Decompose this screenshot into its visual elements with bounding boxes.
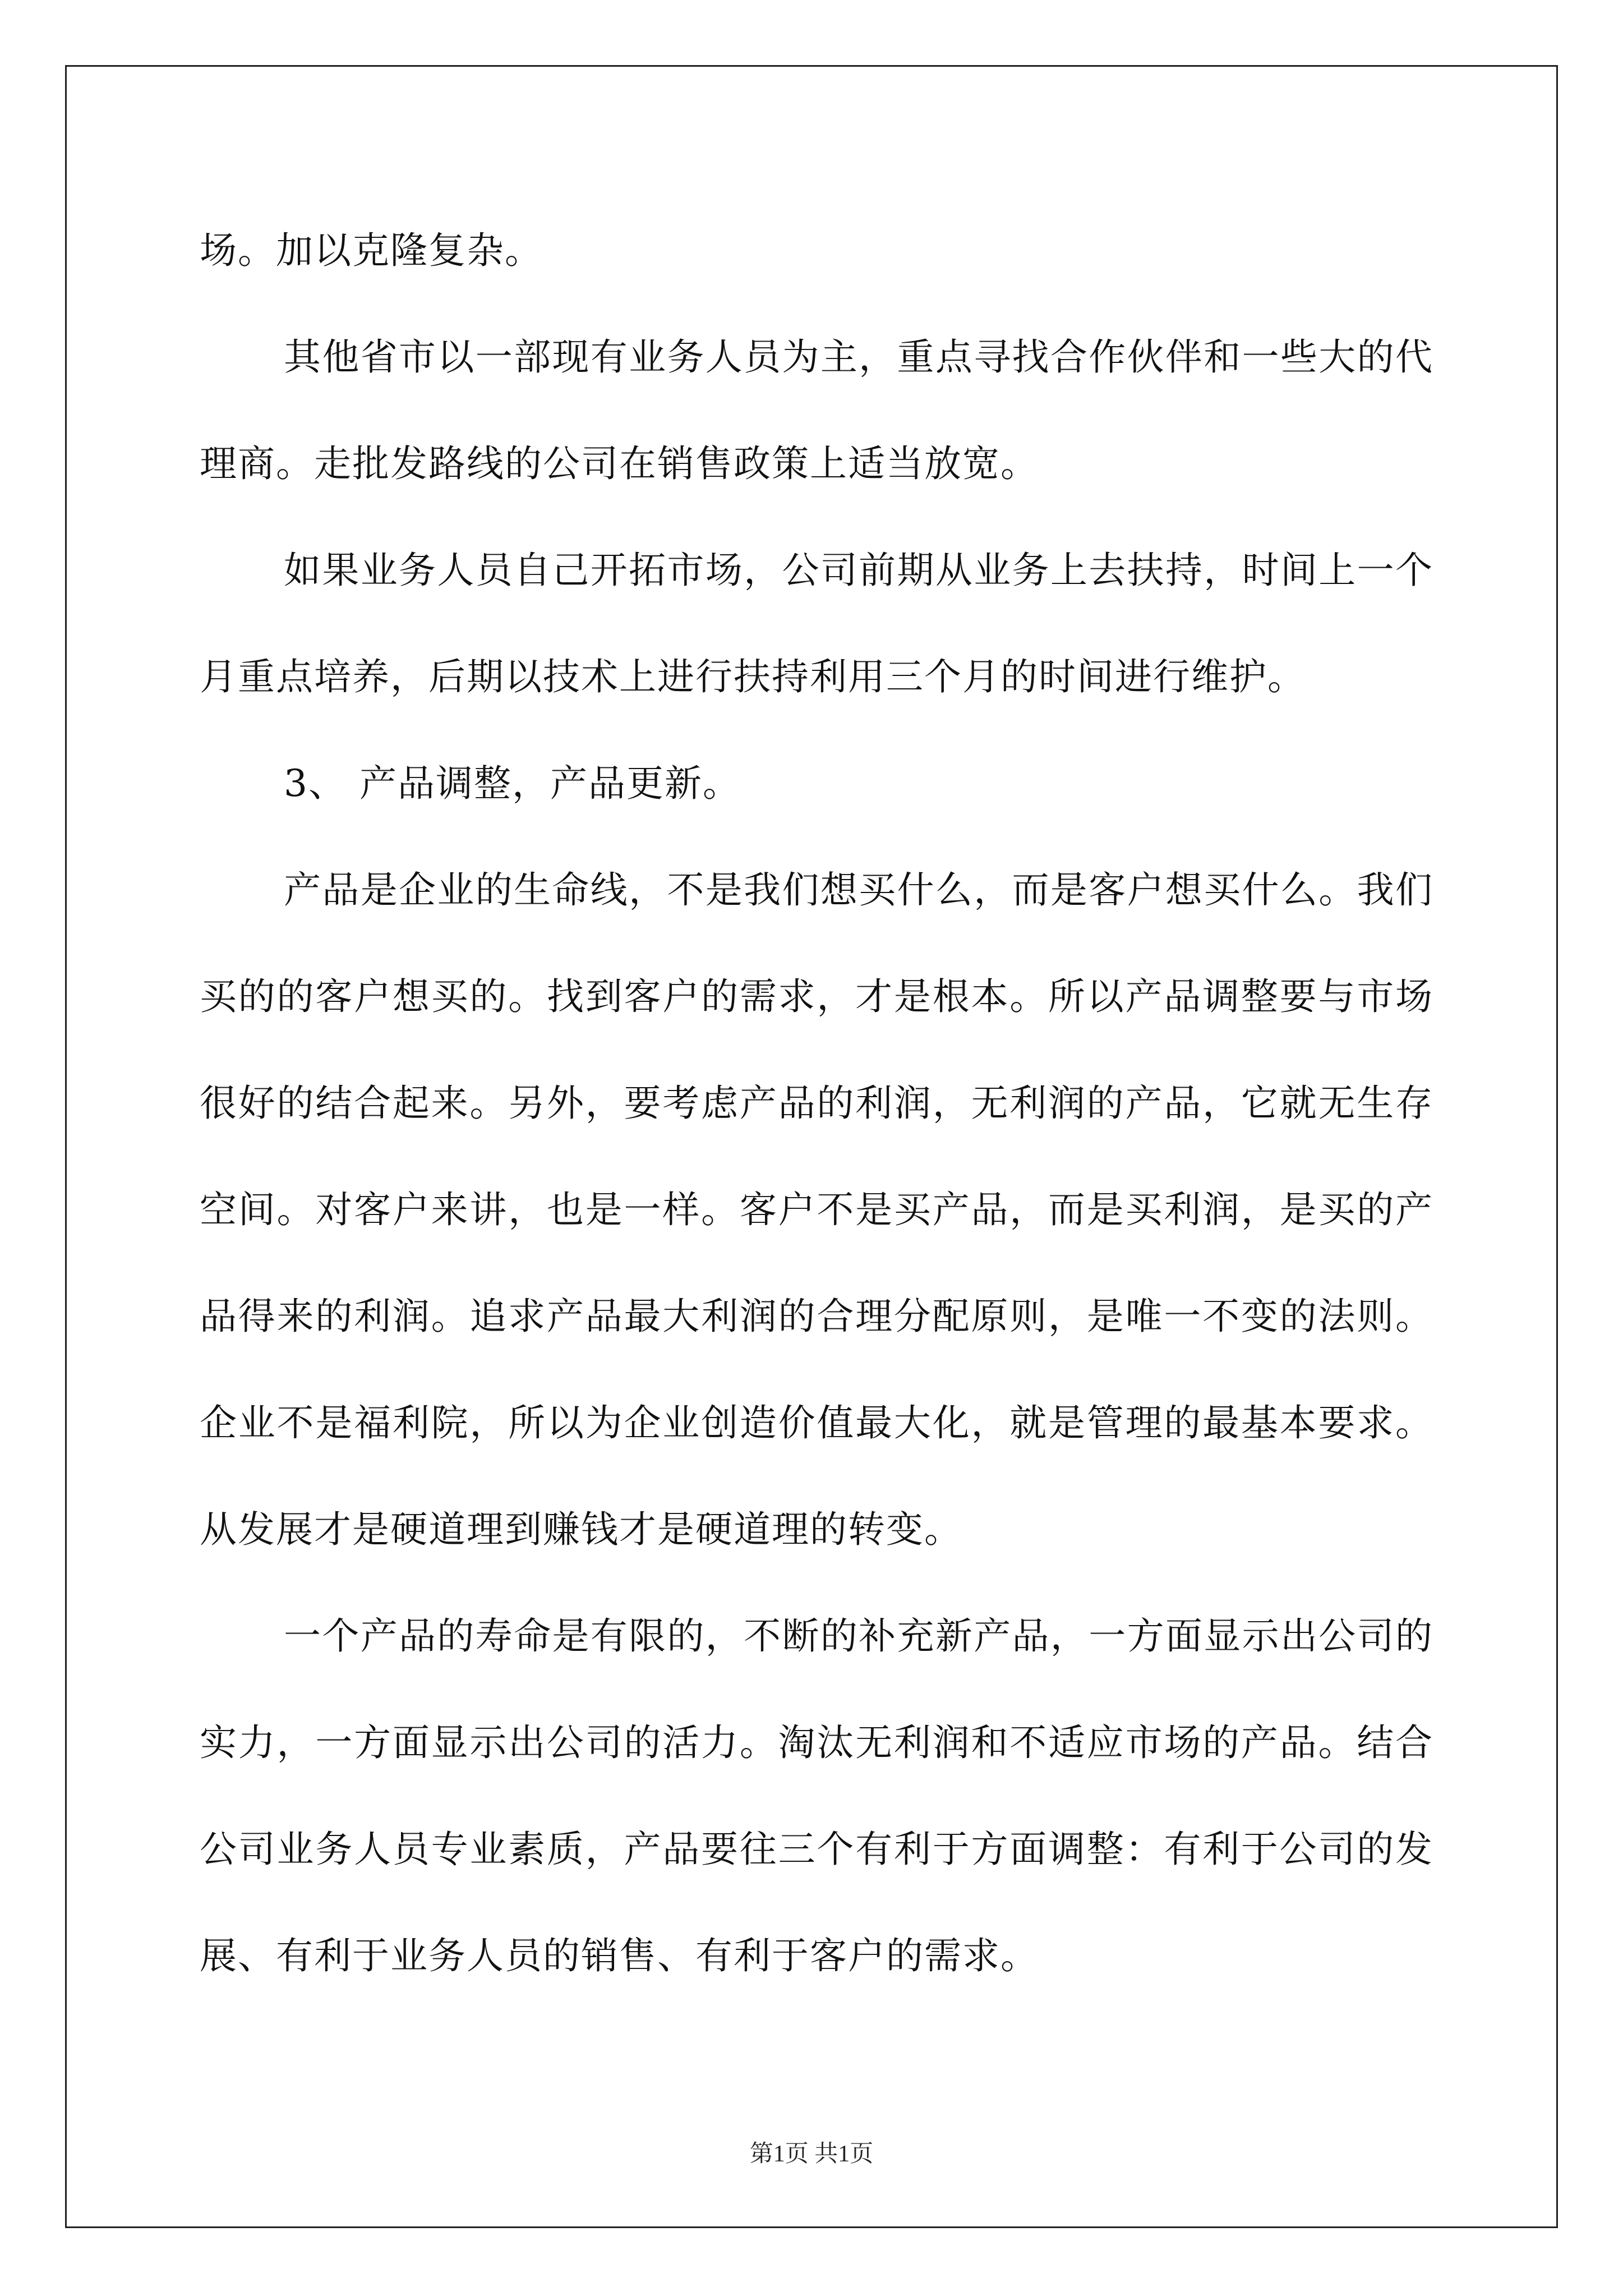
page-number-footer: 第1页 共1页 [749, 2141, 874, 2167]
section-heading-product-adjustment: 3、 产品调整，产品更新。 [284, 762, 741, 805]
paragraph-market-support: 如果业务人员自己开拓市场，公司前期从业务上去扶持，时间上一个月重点培养，后期以技术上进行扶持利用三个月的时间进行维护。 [200, 549, 1433, 698]
paragraph-other-provinces: 其他省市以一部现有业务人员为主，重点寻找合作伙伴和一些大的代理商。走批发路线的公司在销售政策上适当放宽。 [200, 335, 1433, 485]
paragraph-product-lifespan: 一个产品的寿命是有限的，不断的补充新产品，一方面显示出公司的实力，一方面显示出公司的活力。淘汰无利润和不适应市场的产品。结合公司业务人员专业素质，产品要往三个有利于方面调整：有利于公司的发展、有利于业务人员的销售、有利于客户的需求。 [200, 1614, 1433, 1977]
document-body [200, 197, 1433, 2009]
paragraph-product-lifeline: 产品是企业的生命线，不是我们想买什么，而是客户想买什么。我们买的的客户想买的。找到客户的需求，才是根本。所以产品调整要与市场很好的结合起来。另外，要考虑产品的利润，无利润的产品，它就无生存空间。对客户来讲，也是一样。客户不是买产品，而是买利润，是买的产品得来的利润。追求产品最大利润的合理分配原则，是唯一不变的法则。 企业不是福利院，所以为企业创造价值最大化，就是管理的最基本要求。从发展才是硬道理到赚钱才是硬道理的转变。 [200, 868, 1433, 1551]
paragraph-continuation: 场。加以克隆复杂。 [200, 229, 543, 272]
